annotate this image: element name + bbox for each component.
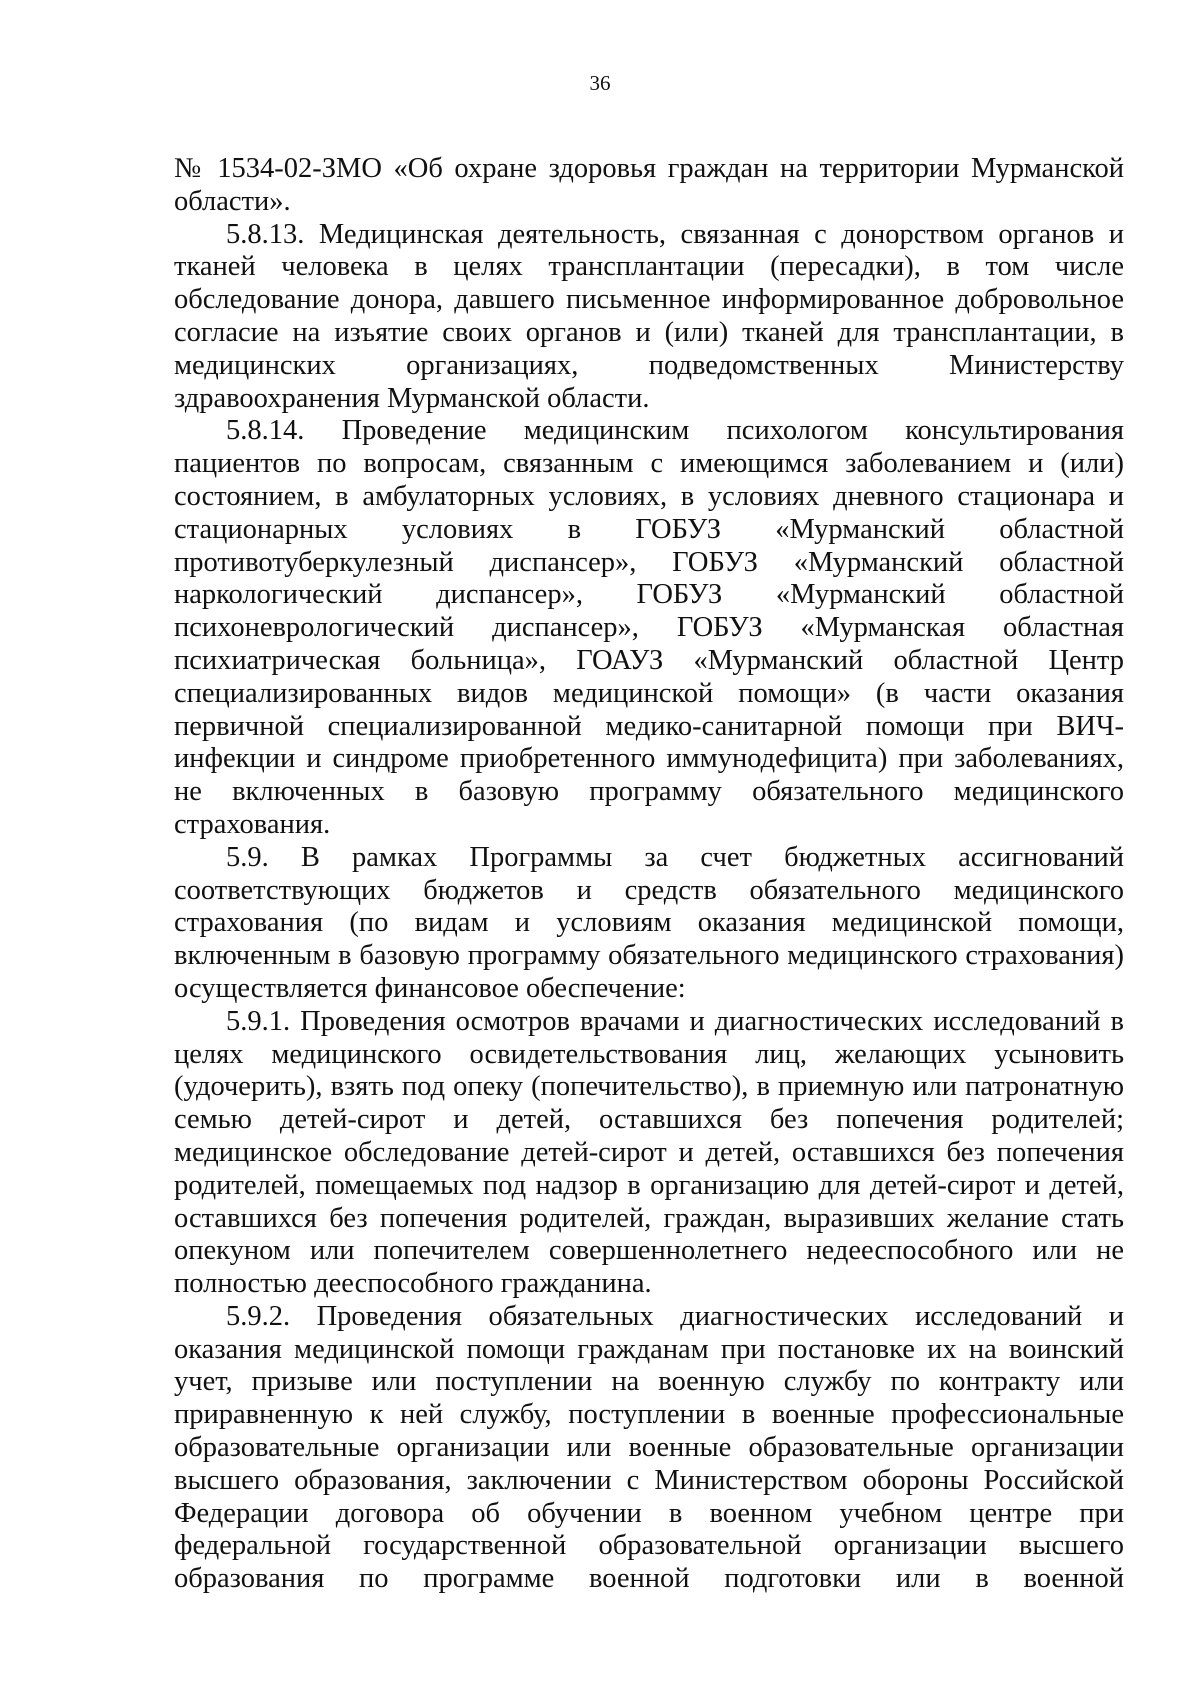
paragraph-5-8-14: 5.8.14. Проведение медицинским психологом консультирования пациентов по вопросам, связанным с имеющимся заболеванием и (или) состоянием, в амбулаторных условиях, в условиях дневного стационара и стационарных условиях в ГОБУЗ «Мурманский областной противотуберкулезный диспансер», ГОБУЗ «Мурманский областной наркологический диспансер», ГОБУЗ «Мурманский областной психоневрологический диспансер», ГОБУЗ «Мурманская областная психиатрическая больница», ГОАУЗ «Мурманский областной Центр специализированных видов медицинской помощи» (в части оказания первичной специализированной медико-санитарной помощи при ВИЧ-инфекции и синдроме приобретенного иммунодефицита) при заболеваниях, не включенных в базовую программу обязательного медицинского страхования. xyxy=(174,415,1124,840)
paragraph-5-9-1: 5.9.1. Проведения осмотров врачами и диагностических исследований в целях медицинского освидетельствования лиц, желающих усыновить (удочерить), взять под опеку (попечительство), в приемную или патронатную семью детей-сирот и детей, оставшихся без попечения родителей; медицинское обследование детей-сирот и детей, оставшихся без попечения родителей, помещаемых под надзор в организацию для детей-сирот и детей, оставшихся без попечения родителей, граждан, выразивших желание стать опекуном или попечителем совершеннолетнего недееспособного или не полностью дееспособного гражданина. xyxy=(174,1005,1124,1300)
paragraph-5-9-2: 5.9.2. Проведения обязательных диагностических исследований и оказания медицинской помощи гражданам при постановке их на воинский учет, призыве или поступлении на военную службу по контракту или приравненную к ней службу, поступлении в военные профессиональные образовательные организации или военные образовательные организации высшего образования, заключении с Министерством обороны Российской Федерации договора об обучении в военном учебном центре при федеральной государственной образовательной организации высшего образования по программе военной подготовки или в военной xyxy=(174,1300,1124,1595)
paragraph-5-9: 5.9. В рамках Программы за счет бюджетных ассигнований соответствующих бюджетов и средств обязательного медицинского страхования (по видам и условиям оказания медицинской помощи, включенным в базовую программу обязательного медицинского страхования) осуществляется финансовое обеспечение: xyxy=(174,841,1124,1004)
document-body xyxy=(174,153,1124,1596)
paragraph-5-8-13: 5.8.13. Медицинская деятельность, связанная с донорством органов и тканей человека в целях трансплантации (пересадки), в том числе обследование донора, давшего письменное информированное добровольное согласие на изъятие своих органов и (или) тканей для трансплантации, в медицинских организациях, подведомственных Министерству здравоохранения Мурманской области. xyxy=(174,218,1124,414)
paragraph-law-reference: № 1534-02-ЗМО «Об охране здоровья граждан на территории Мурманской области». xyxy=(174,153,1124,217)
page-number: 36 xyxy=(589,71,611,95)
